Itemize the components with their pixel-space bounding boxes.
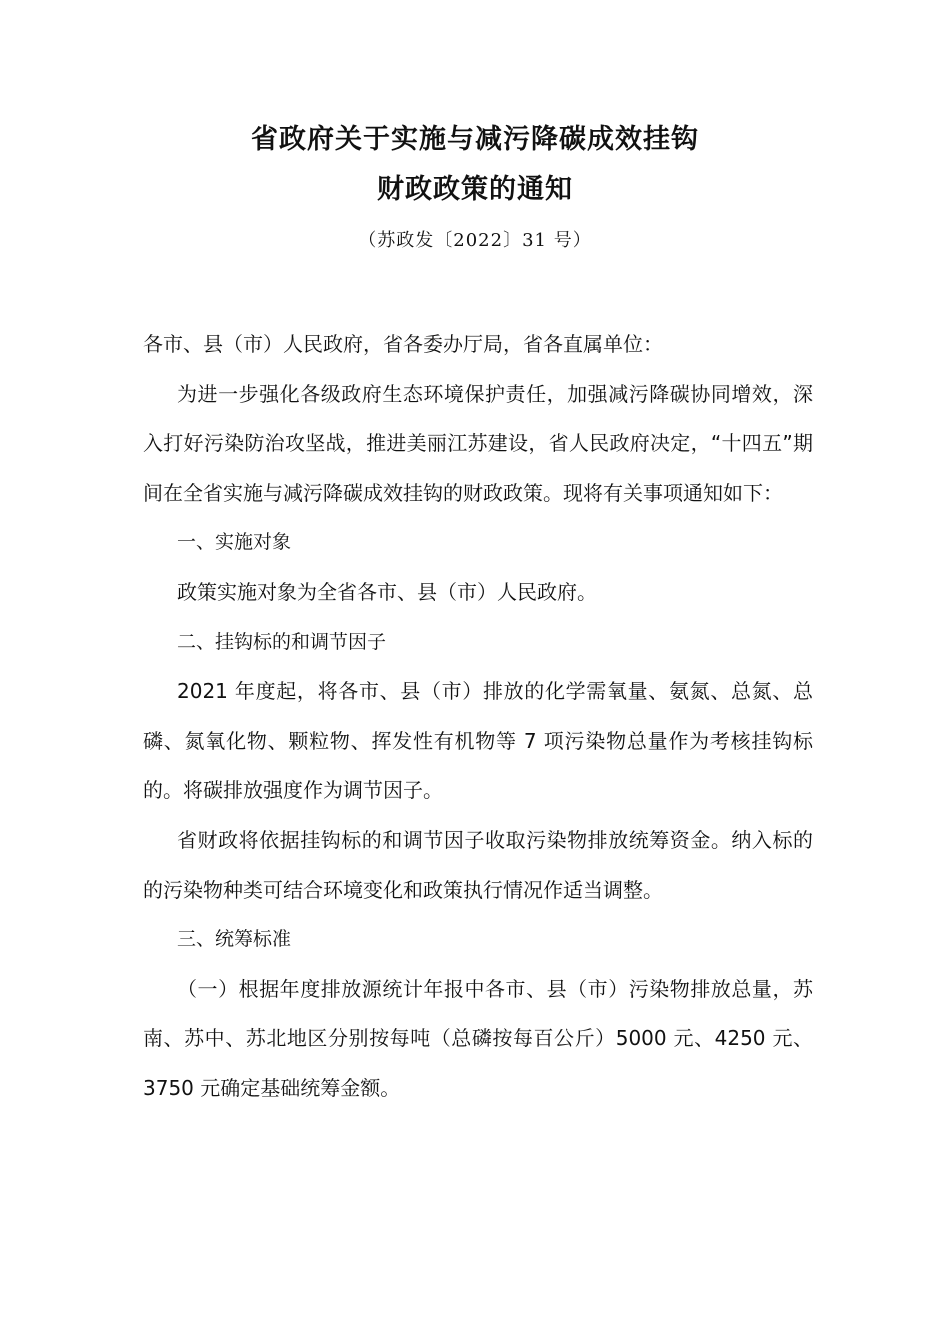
salutation: 各市、县（市）人民政府，省各委办厅局，省各直属单位： (143, 332, 663, 356)
document-body (143, 320, 813, 1114)
section-3-heading: 三、统筹标准 (177, 928, 292, 951)
section-2-paragraph-1: 2021 年度起，将各市、县（市）排放的化学需氧量、氨氮、总氮、总磷、氮氧化物、颗粒物、挥发性有机物等 7 项污染物总量作为考核挂钩标的。将碳排放强度作为调节因子。 (143, 679, 813, 803)
section-1-heading: 一、实施对象 (177, 531, 292, 554)
document-title-line-1: 省政府关于实施与减污降碳成效挂钩 (251, 124, 699, 155)
intro-paragraph: 为进一步强化各级政府生态环境保护责任，加强减污降碳协同增效，深入打好污染防治攻坚战，推进美丽江苏建设，省人民政府决定，“十四五”期间在全省实施与减污降碳成效挂钩的财政政策。现将有关事项通知如下： (143, 381, 813, 505)
section-2-heading: 二、挂钩标的和调节因子 (177, 630, 387, 653)
section-2-paragraph-2: 省财政将依据挂钩标的和调节因子收取污染物排放统筹资金。纳入标的的污染物种类可结合环境变化和政策执行情况作适当调整。 (143, 827, 813, 902)
section-1-paragraph: 政策实施对象为全省各市、县（市）人民政府。 (177, 579, 597, 604)
document-title-line-2: 财政政策的通知 (377, 174, 573, 205)
document-number: （苏政发〔2022〕31 号） (358, 230, 592, 251)
section-3-item-1: （一）根据年度排放源统计年报中各市、县（市）污染物排放总量，苏南、苏中、苏北地区分别按每吨（总磷按每百公斤）5000 元、4250 元、3750 元确定基础统筹金额。 (143, 976, 813, 1100)
